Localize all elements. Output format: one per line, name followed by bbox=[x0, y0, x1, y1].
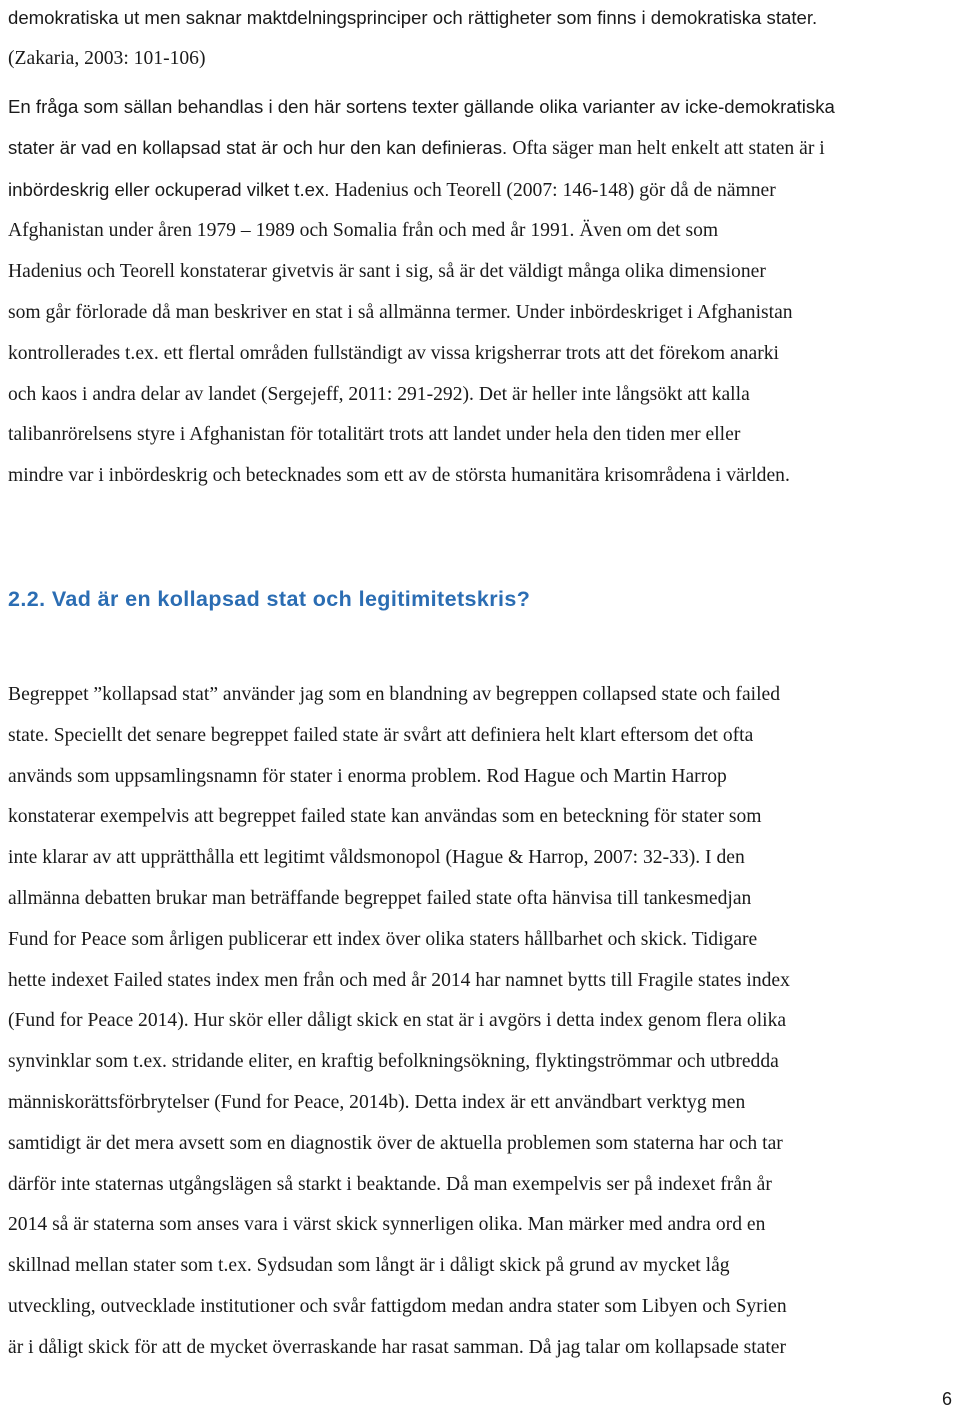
text-segment: Hadenius och Teorell (2007: 146-148) gör då de nämner bbox=[334, 179, 776, 201]
text-line: allmänna debatten brukar man beträffande begreppet failed state ofta hänvisa till tankesmedjan bbox=[8, 887, 752, 909]
text-line: Begreppet ”kollapsad stat” använder jag som en blandning av begreppen collapsed state och failed bbox=[8, 684, 781, 705]
text-line: mindre var i inbördeskrig och betecknades som ett av de största humanitära krisområdena i världen. bbox=[8, 465, 790, 487]
text-line: En fråga som sällan behandlas i den här sortens texter gällande olika varianter av icke-demokratiska bbox=[8, 96, 835, 117]
text-line: samtidigt är det mera avsett som en diagnostik över de aktuella problemen som staterna har och tar bbox=[8, 1132, 783, 1154]
section-heading: 2.2. Vad är en kollapsad stat och legitimitetskris? bbox=[8, 587, 531, 611]
text-line: används som uppsamlingsnamn för stater i enorma problem. Rod Hague och Martin Harrop bbox=[8, 765, 727, 787]
text-line: konstaterar exempelvis att begreppet failed state kan användas som en beteckning för stater som bbox=[8, 806, 762, 828]
text-line: kontrollerades t.ex. ett flertal områden fullständigt av vissa krigsherrar trots att det förekom anarki bbox=[8, 342, 779, 364]
text-line: Hadenius och Teorell konstaterar givetvis är sant i sig, så är det väldigt många olika dimensioner bbox=[8, 261, 766, 283]
text-line: hette indexet Failed states index men från och med år 2014 har namnet bytts till Fragile states index bbox=[8, 969, 790, 991]
text-line: 2014 så är staterna som anses vara i värst skick synnerligen olika. Man märker med andra ord en bbox=[8, 1214, 766, 1236]
text-line: och kaos i andra delar av landet (Sergejeff, 2011: 291-292). Det är heller inte långsökt att kalla bbox=[8, 383, 750, 405]
paragraph-collapsed-state-question bbox=[8, 87, 835, 497]
text-line: state. Speciellt det senare begreppet failed state är svårt att definiera helt klart eftersom det ofta bbox=[8, 724, 754, 746]
text-segment: Ofta säger man helt enkelt att staten är i bbox=[512, 137, 825, 159]
text-line: människorättsförbrytelser (Fund for Peace, 2014b). Detta index är ett användbart verktyg men bbox=[8, 1091, 746, 1113]
page-number: 6 bbox=[941, 1389, 952, 1409]
text-line: demokratiska ut men saknar maktdelningsprinciper och rättigheter som finns i demokratiska stater. bbox=[8, 7, 818, 28]
text-line bbox=[8, 211, 835, 252]
text-line bbox=[8, 128, 835, 170]
text-line: Fund for Peace som årligen publicerar ett index över olika staters hållbarhet och skick. Tidigare bbox=[8, 928, 758, 950]
paragraph-intro-continuation bbox=[8, 0, 817, 80]
text-line: utveckling, outvecklade institutioner och svår fattigdom medan andra stater som Libyen och Syrien bbox=[8, 1295, 787, 1317]
text-segment: inbördeskrig eller ockuperad vilket t.ex. bbox=[8, 178, 330, 200]
text-segment: Även om det som bbox=[579, 220, 719, 242]
text-line: därför inte staternas utgångslägen så starkt i beaktande. Då man exempelvis ser på indexet från år bbox=[8, 1173, 772, 1195]
text-line: synvinklar som t.ex. stridande eliter, en kraftig befolkningsökning, flyktingströmmar och utbredda bbox=[8, 1051, 779, 1073]
text-line: som går förlorade då man beskriver en stat i så allmänna termer. Under inbördeskriget i Afghanistan bbox=[8, 301, 793, 323]
text-line: är i dåligt skick för att de mycket överraskande har rasat samman. Då jag talar om kollapsade stater bbox=[8, 1336, 787, 1358]
text-segment: stater är vad en kollapsad stat är och hur den kan definieras. bbox=[8, 136, 508, 158]
text-segment: Afghanistan under åren 1979 – 1989 och Somalia från och med år 1991. bbox=[8, 220, 575, 242]
text-line: inte klarar av att upprätthålla ett legitimt våldsmonopol (Hague & Harrop, 2007: 32-33). I den bbox=[8, 847, 745, 869]
text-line bbox=[8, 170, 835, 212]
paragraph-definition bbox=[8, 675, 790, 1369]
text-line: skillnad mellan stater som t.ex. Sydsudan som långt är i dåligt skick på grund av mycket låg bbox=[8, 1255, 730, 1277]
text-line: talibanrörelsens styre i Afghanistan för totalitärt trots att landet under hela den tiden mer eller bbox=[8, 424, 741, 446]
text-line: (Zakaria, 2003: 101-106) bbox=[8, 47, 206, 69]
text-line: (Fund for Peace 2014). Hur skör eller dåligt skick en stat är i avgörs i detta index genom flera olika bbox=[8, 1010, 787, 1032]
